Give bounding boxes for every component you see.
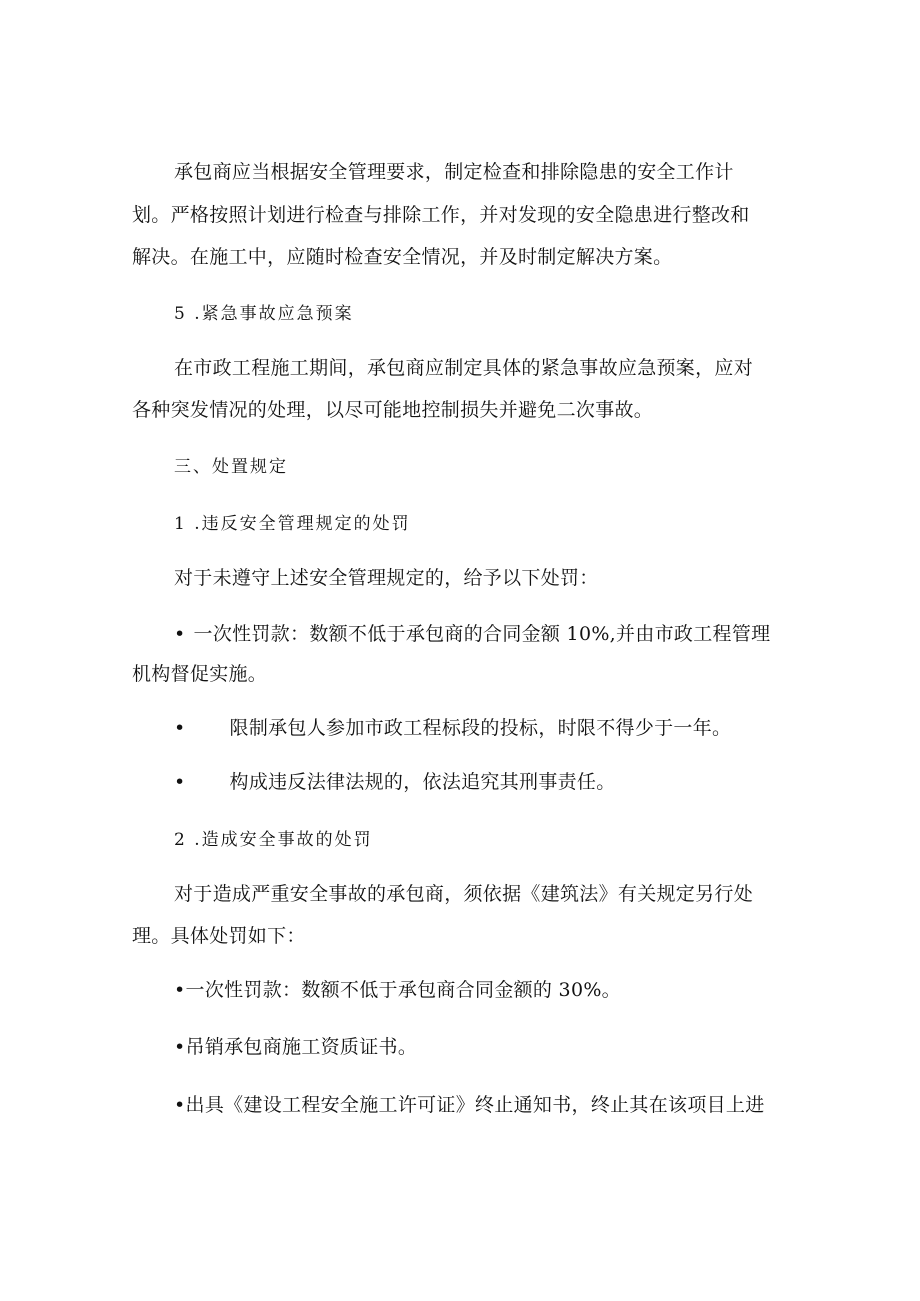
paragraph-line: 各种突发情况的处理，以尽可能地控制损失并避免二次事故。	[132, 399, 654, 421]
bullet-icon: •	[174, 623, 186, 645]
list-item-text: 吊销承包商施工资质证书。	[185, 1036, 418, 1058]
bullet-icon: •	[174, 1094, 186, 1116]
section-heading: 1 .违反安全管理规定的处罚	[174, 514, 411, 534]
list-item	[174, 1035, 417, 1059]
paragraph-line: 对于未遵守上述安全管理规定的，给予以下处罚：	[174, 567, 599, 589]
list-item	[174, 978, 621, 1002]
list-item	[174, 716, 731, 740]
section-heading: 5 .紧急事故应急预案	[174, 304, 354, 324]
section-heading: 2 .造成安全事故的处罚	[174, 830, 373, 850]
paragraph-line: 划。严格按照计划进行检查与排除工作，并对发现的安全隐患进行整改和	[132, 204, 750, 226]
paragraph-line: 理。具体处罚如下：	[132, 925, 306, 947]
list-item	[174, 770, 616, 794]
bullet-icon: •	[174, 771, 186, 793]
list-item	[174, 1093, 765, 1117]
list-item-text: 限制承包人参加市政工程标段的投标，时限不得少于一年。	[229, 717, 732, 739]
list-item-text: 出具《建设工程安全施工许可证》终止通知书，终止其在该项目上进	[185, 1094, 765, 1116]
list-item	[174, 622, 770, 646]
bullet-icon: •	[174, 1036, 186, 1058]
paragraph-line: 在市政工程施工期间，承包商应制定具体的紧急事故应急预案，应对	[174, 357, 754, 379]
list-item-text: 一次性罚款：数额不低于承包商的合同金额 10%,并由市政工程管理	[193, 623, 771, 645]
list-item-text: 构成违反法律法规的，依法追究其刑事责任。	[229, 771, 616, 793]
paragraph-line: 解决。在施工中，应随时检查安全情况，并及时制定解决方案。	[132, 246, 673, 268]
paragraph-line: 对于造成严重安全事故的承包商，须依据《建筑法》有关规定另行处	[174, 883, 754, 905]
paragraph-line: 机构督促实施。	[132, 663, 268, 685]
bullet-icon: •	[174, 717, 186, 739]
bullet-icon: •	[174, 979, 186, 1001]
section-heading: 三、处置规定	[174, 457, 288, 477]
list-item-text: 一次性罚款：数额不低于承包商合同金额的 30%。	[185, 979, 621, 1001]
paragraph-line: 承包商应当根据安全管理要求，制定检查和排除隐患的安全工作计	[174, 161, 734, 183]
